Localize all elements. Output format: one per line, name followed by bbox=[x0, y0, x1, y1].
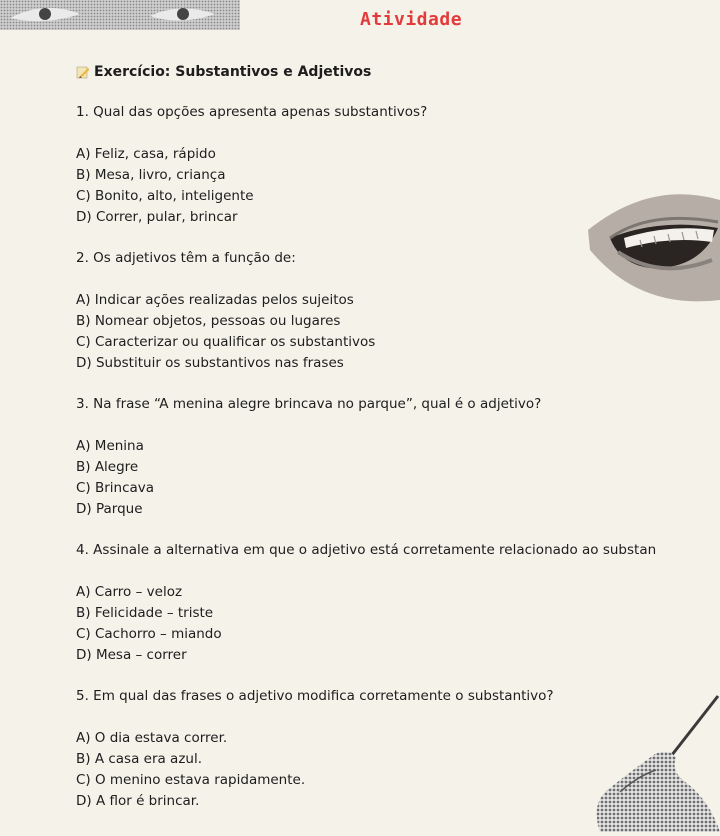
question-1-option-d: D) Correr, pular, brincar bbox=[76, 209, 238, 225]
question-4-option-d: D) Mesa – correr bbox=[76, 647, 187, 663]
question-2-text: 2. Os adjetivos têm a função de: bbox=[76, 250, 296, 266]
exercise-heading bbox=[76, 64, 720, 80]
question-5-option-d: D) A flor é brincar. bbox=[76, 793, 200, 809]
question-3-option-c: C) Brincava bbox=[76, 480, 155, 496]
question-2-option-b: B) Nomear objetos, pessoas ou lugares bbox=[76, 313, 341, 329]
question-2-option-d: D) Substituir os substantivos nas frases bbox=[76, 355, 344, 371]
question-5-option-a: A) O dia estava correr. bbox=[76, 730, 228, 746]
question-3-option-d: D) Parque bbox=[76, 501, 143, 517]
question-4-option-c: C) Cachorro – miando bbox=[76, 626, 222, 642]
eyes-collage-image bbox=[0, 0, 240, 30]
question-3-option-a: A) Menina bbox=[76, 438, 144, 454]
question-5-option-c: C) O menino estava rapidamente. bbox=[76, 772, 306, 788]
hand-with-pen-image bbox=[560, 692, 720, 832]
question-1-option-b: B) Mesa, livro, criança bbox=[76, 167, 226, 183]
exercise-heading-text: Exercício: Substantivos e Adjetivos bbox=[94, 64, 372, 80]
question-1-text: 1. Qual das opções apresenta apenas substantivos? bbox=[76, 104, 428, 120]
question-4-text: 4. Assinale a alternativa em que o adjetivo está corretamente relacionado ao substan bbox=[76, 542, 657, 558]
question-5-text: 5. Em qual das frases o adjetivo modifica corretamente o substantivo? bbox=[76, 688, 554, 704]
page-title: Atividade bbox=[360, 9, 463, 30]
question-2-option-a: A) Indicar ações realizadas pelos sujeitos bbox=[76, 292, 354, 308]
question-2-option-c: C) Caracterizar ou qualificar os substantivos bbox=[76, 334, 376, 350]
question-3-option-b: B) Alegre bbox=[76, 459, 139, 475]
question-4-option-b: B) Felicidade – triste bbox=[76, 605, 214, 621]
question-block-3 bbox=[76, 396, 720, 520]
question-1-option-a: A) Feliz, casa, rápido bbox=[76, 146, 216, 162]
question-4-option-a: A) Carro – veloz bbox=[76, 584, 183, 600]
question-block-4 bbox=[76, 542, 720, 666]
question-5-option-b: B) A casa era azul. bbox=[76, 751, 203, 767]
question-4-options bbox=[76, 582, 720, 666]
smiling-mouth-image bbox=[580, 190, 720, 308]
pencil-icon bbox=[76, 65, 90, 79]
question-1-option-c: C) Bonito, alto, inteligente bbox=[76, 188, 254, 204]
question-3-text: 3. Na frase “A menina alegre brincava no parque”, qual é o adjetivo? bbox=[76, 396, 542, 412]
question-3-options bbox=[76, 436, 720, 520]
